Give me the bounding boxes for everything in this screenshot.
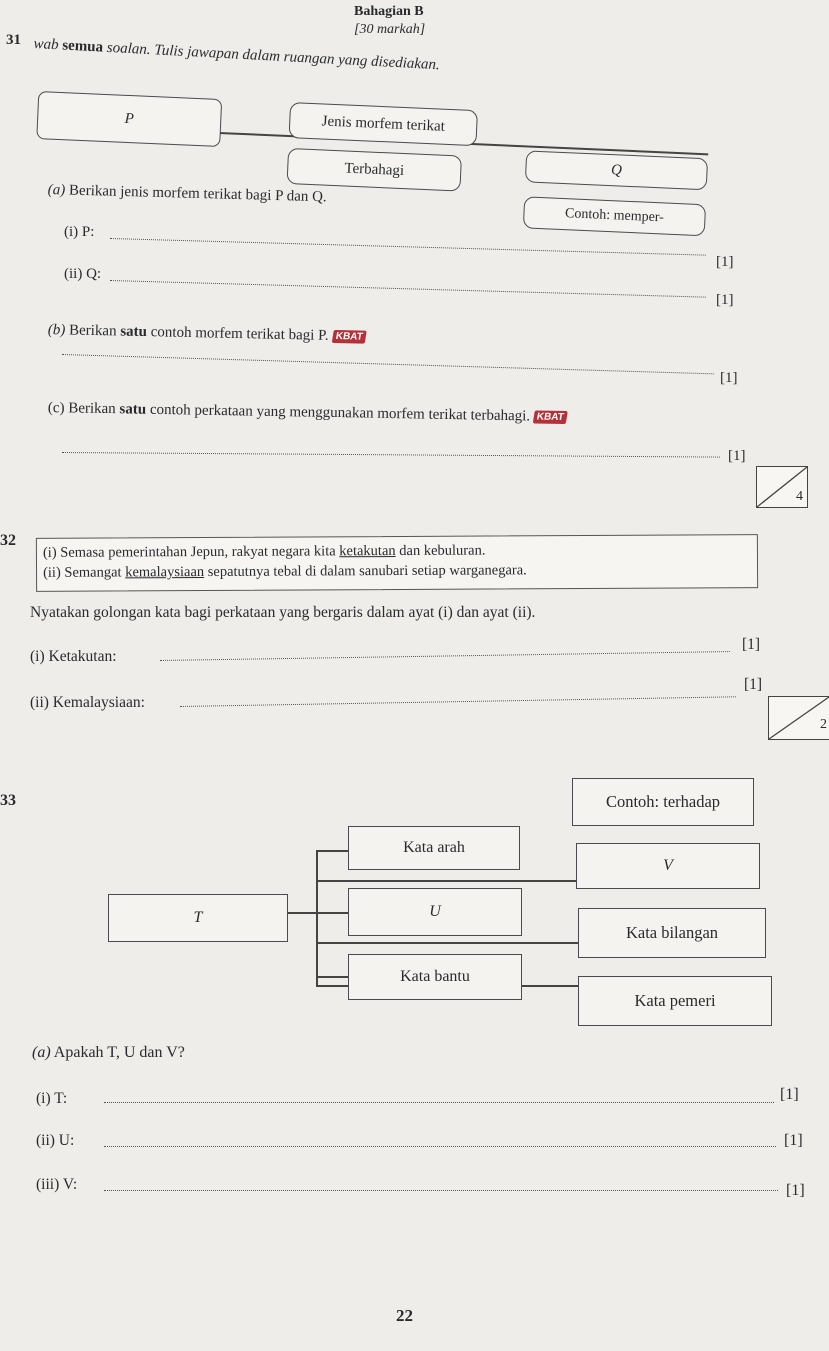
q33-iii-answer-line[interactable] bbox=[104, 1190, 778, 1191]
q33-box-contoh bbox=[572, 778, 754, 826]
q31-b-text-2: contoh morfem terikat bagi P. bbox=[146, 324, 329, 344]
q31-a-i-mark: [1] bbox=[716, 254, 734, 270]
q32-sentence-i-pre: (i) Semasa pemerintahan Jepun, rakyat negara kita bbox=[42, 543, 340, 561]
q33-a-label: (a) bbox=[32, 1044, 51, 1061]
q31-box-terbahagi-label: Terbahagi bbox=[344, 159, 405, 179]
q33-box-kata-arah-label: Kata arah bbox=[403, 839, 465, 856]
q32-sentence-ii-pre: (ii) Semangat bbox=[43, 564, 126, 581]
q31-a-i-label: (i) P: bbox=[64, 224, 95, 240]
section-marks: [30 markah] bbox=[354, 22, 426, 37]
q32-score-total: 2 bbox=[820, 717, 827, 732]
kbat-badge: KBAT bbox=[533, 411, 568, 425]
q32-score-box bbox=[768, 696, 829, 740]
q33-box-v bbox=[576, 843, 760, 889]
q31-c-answer-line[interactable] bbox=[62, 452, 720, 458]
question-number-33: 33 bbox=[0, 792, 16, 809]
q33-box-t bbox=[108, 894, 288, 942]
q32-i-mark: [1] bbox=[742, 636, 761, 653]
q33-ii-label: (ii) U: bbox=[36, 1132, 75, 1149]
q32-sentence-ii-underlined: kemalaysiaan bbox=[125, 564, 205, 581]
q31-box-contoh bbox=[523, 196, 706, 236]
q31-c-text-2: contoh perkataan yang menggunakan morfem terikat terbahagi. bbox=[146, 401, 531, 425]
q33-iii-mark: [1] bbox=[786, 1182, 805, 1199]
q31-box-jenis-label: Jenis morfem terikat bbox=[321, 112, 446, 135]
instruction-rest: soalan. Tulis jawapan dalam ruangan yang disediakan. bbox=[102, 39, 441, 74]
q33-box-kata-bantu-label: Kata bantu bbox=[400, 968, 470, 985]
q31-a-ii-mark: [1] bbox=[716, 292, 734, 308]
q33-i-answer-line[interactable] bbox=[104, 1102, 774, 1103]
q31-box-terbahagi bbox=[287, 148, 462, 192]
q31-b-label: (b) bbox=[47, 322, 66, 339]
q33-box-u bbox=[348, 888, 522, 936]
q33-iii-label: (iii) V: bbox=[36, 1176, 78, 1193]
q31-box-p bbox=[36, 91, 222, 147]
q32-sentence-ii-post: sepatutnya tebal di dalam sanubari setiap warganegara. bbox=[204, 562, 527, 581]
q31-c-text bbox=[48, 400, 567, 426]
q33-box-kata-pemeri bbox=[578, 976, 772, 1026]
q31-a-ii-answer-line[interactable] bbox=[110, 280, 706, 298]
q32-ii-label: (ii) Kemalaysiaan: bbox=[30, 694, 145, 711]
q32-ii-answer-line[interactable] bbox=[180, 696, 736, 707]
q31-diagram bbox=[0, 0, 829, 273]
q32-i-answer-line[interactable] bbox=[160, 651, 730, 661]
q33-a-question: Apakah T, U dan V? bbox=[53, 1044, 185, 1061]
q33-i-mark: [1] bbox=[780, 1086, 799, 1103]
q31-box-contoh-label: Contoh: memper- bbox=[564, 206, 665, 226]
q33-box-kata-arah bbox=[348, 826, 520, 870]
page-number: 22 bbox=[396, 1306, 413, 1325]
q31-a-ii-label: (ii) Q: bbox=[64, 266, 102, 282]
q33-ii-mark: [1] bbox=[784, 1132, 803, 1149]
q33-box-kata-bilangan bbox=[578, 908, 766, 958]
q33-i-label: (i) T: bbox=[36, 1090, 68, 1107]
q31-score-box bbox=[756, 466, 808, 508]
q33-box-t-label: T bbox=[193, 909, 203, 926]
q31-box-jenis bbox=[289, 102, 478, 146]
q31-box-q bbox=[525, 150, 708, 190]
q33-line-kata-arah bbox=[316, 850, 348, 852]
q31-c-mark: [1] bbox=[728, 448, 746, 464]
q31-c-text-1: Berikan bbox=[68, 400, 120, 418]
question-number-32: 32 bbox=[0, 532, 16, 549]
question-number-31: 31 bbox=[6, 32, 21, 48]
section-title: Bahagian B bbox=[354, 4, 424, 19]
instruction-bold: semua bbox=[61, 37, 104, 56]
q33-a-text bbox=[32, 1044, 185, 1062]
q33-box-u-label: U bbox=[429, 903, 441, 920]
q33-box-kata-pemeri-label: Kata pemeri bbox=[634, 991, 716, 1010]
q33-trunk-line bbox=[316, 850, 318, 986]
q32-sentence-ii bbox=[43, 562, 527, 582]
q33-box-kata-bantu bbox=[348, 954, 522, 1000]
q32-sentence-i bbox=[43, 543, 486, 562]
q33-box-contoh-label: Contoh: terhadap bbox=[605, 792, 721, 811]
q31-b-mark: [1] bbox=[720, 370, 738, 386]
q33-ii-answer-line[interactable] bbox=[104, 1146, 776, 1147]
q31-c-label: (c) bbox=[47, 400, 65, 417]
q33-line-kata-bantu bbox=[316, 976, 348, 978]
q32-sentence-i-underlined: ketakutan bbox=[339, 543, 396, 560]
q33-line-u bbox=[316, 912, 348, 914]
instruction-prefix: wab bbox=[33, 36, 63, 54]
q31-a-label: (a) bbox=[47, 182, 66, 199]
q31-b-answer-line[interactable] bbox=[62, 354, 714, 374]
kbat-badge: KBAT bbox=[331, 330, 366, 344]
q32-i-label: (i) Ketakutan: bbox=[30, 648, 117, 665]
q31-a-question: Berikan jenis morfem terikat bagi P dan Q. bbox=[68, 182, 327, 206]
q31-b-text-1: Berikan bbox=[68, 322, 121, 340]
q33-line-t bbox=[286, 912, 316, 914]
q31-b-text-bold: satu bbox=[120, 323, 148, 341]
q31-c-text-bold: satu bbox=[119, 401, 147, 418]
q32-question: Nyatakan golongan kata bagi perkataan yang bergaris dalam ayat (i) dan ayat (ii). bbox=[30, 604, 536, 621]
q32-sentence-i-post: dan kebuluran. bbox=[395, 542, 486, 560]
q31-box-p-label: P bbox=[124, 110, 135, 127]
q31-score-total: 4 bbox=[796, 489, 803, 504]
q33-line-mid bbox=[316, 942, 580, 944]
q33-box-kata-bilangan-label: Kata bilangan bbox=[625, 923, 719, 942]
q32-sentence-box bbox=[36, 534, 758, 592]
q31-box-q-label: Q bbox=[610, 161, 623, 179]
q32-ii-mark: [1] bbox=[744, 676, 763, 693]
q31-b-text bbox=[48, 322, 366, 346]
q33-box-v-label: V bbox=[663, 857, 673, 874]
